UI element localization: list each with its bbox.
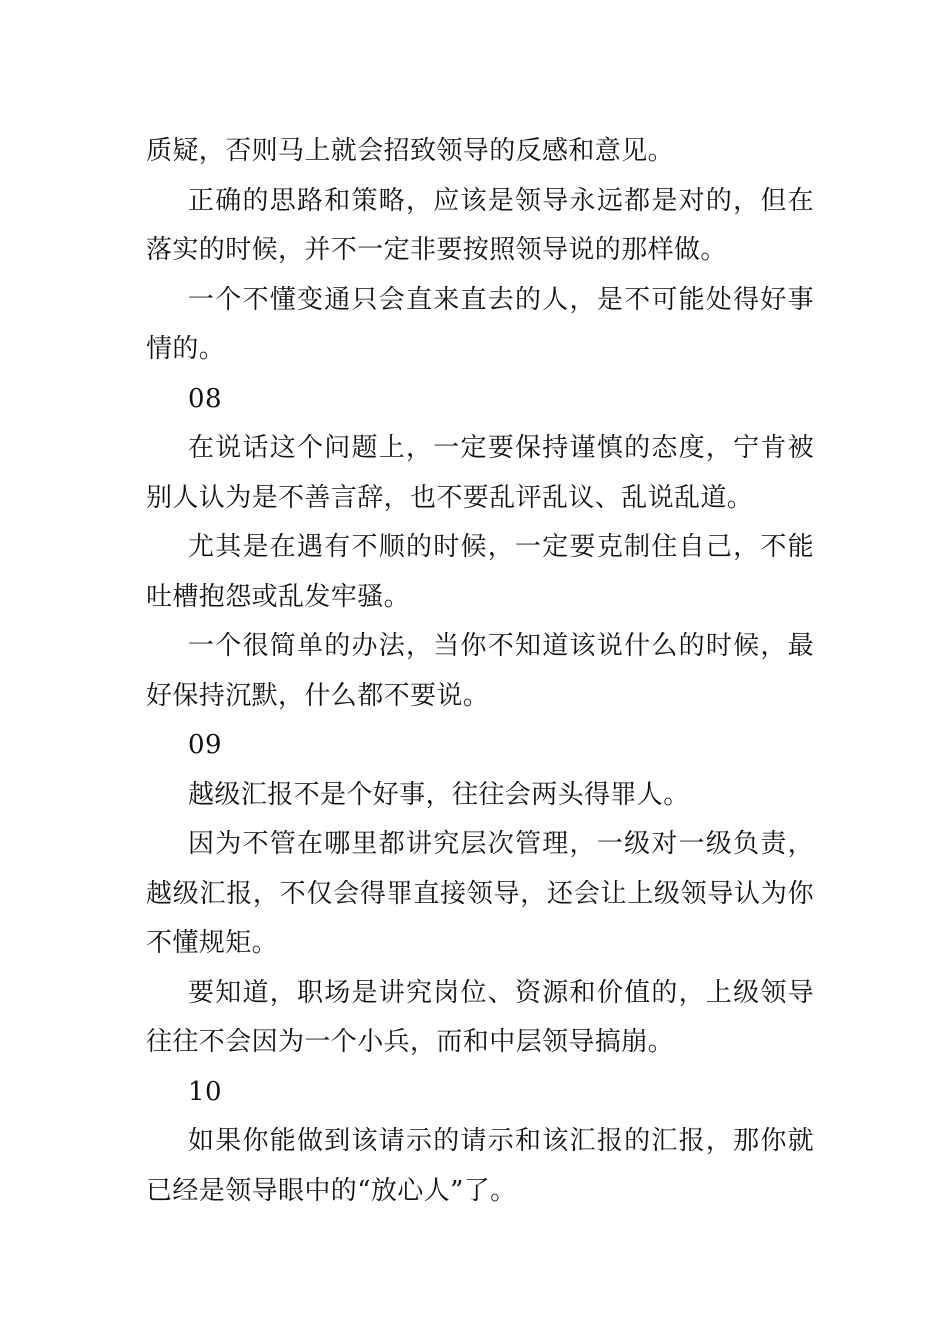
- section-number: 10: [188, 1076, 222, 1107]
- paragraph: 要知道，职场是讲究岗位、资源和价值的，上级领导往往不会因为一个小兵，而和中层领导搞崩。: [146, 977, 814, 1057]
- paragraph: 越级汇报不是个好事，往往会两头得罪人。: [188, 779, 690, 810]
- section-number: 09: [188, 730, 222, 760]
- paragraph: 如果你能做到该请示的请示和该汇报的汇报，那你就已经是领导眼中的“放心人”了。: [146, 1126, 814, 1206]
- paragraph: 因为不管在哪里都讲究层次管理，一级对一级负责，越级汇报，不仅会得罪直接领导，还会让上级领导认为你不懂规矩。: [146, 829, 814, 958]
- document-body: [146, 127, 814, 1216]
- paragraph: 尤其是在遇有不顺的时候，一定要克制住自己，不能吐槽抱怨或乱发牢骚。: [146, 532, 814, 612]
- section-number: 08: [188, 383, 222, 414]
- paragraph: 在说话这个问题上，一定要保持谨慎的态度，宁肯被别人认为是不善言辞，也不要乱评乱议、乱说乱道。: [146, 433, 814, 513]
- paragraph: 质疑，否则马上就会招致领导的反感和意见。: [146, 136, 675, 166]
- paragraph: 一个很简单的办法，当你不知道该说什么的时候，最好保持沉默，什么都不要说。: [146, 631, 814, 711]
- paragraph: 一个不懂变通只会直来直去的人，是不可能处得好事情的。: [146, 284, 814, 364]
- paragraph: 正确的思路和策略，应该是领导永远都是对的，但在落实的时候，并不一定非要按照领导说的那样做。: [146, 185, 814, 265]
